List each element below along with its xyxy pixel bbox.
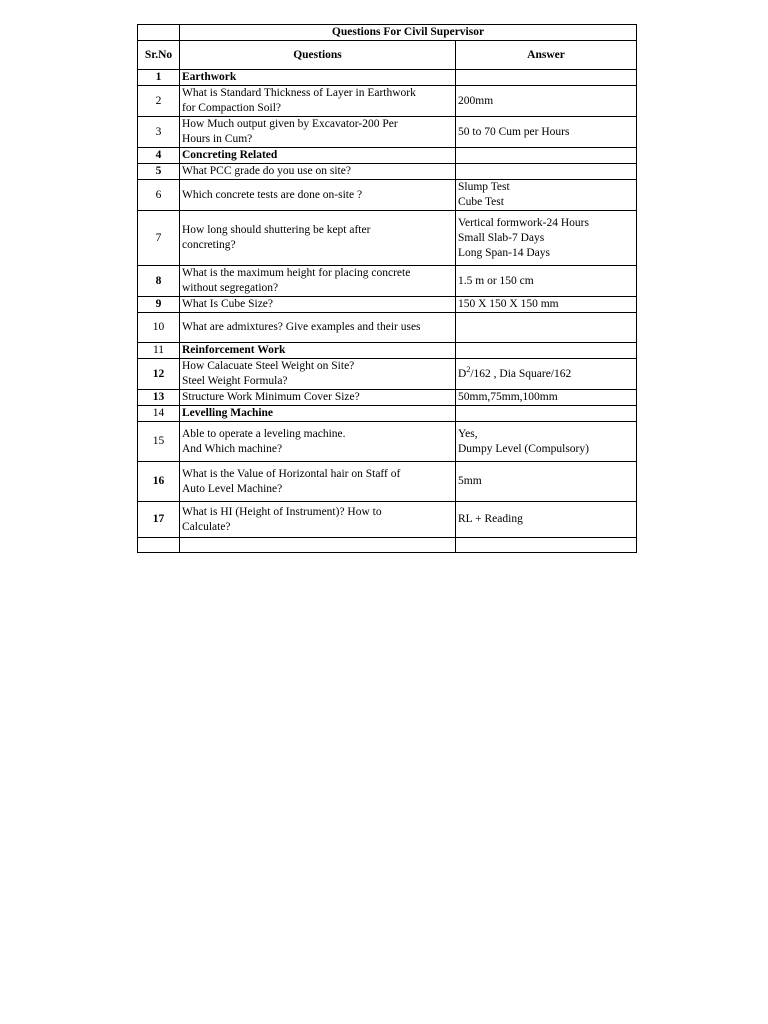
answer-cell: 200mm bbox=[456, 86, 637, 117]
row-number: 5 bbox=[138, 164, 180, 180]
row-number: 10 bbox=[138, 313, 180, 343]
header-answer: Answer bbox=[456, 41, 637, 70]
question-cell: How Calacuate Steel Weight on Site? Steel Weight Formula? bbox=[180, 359, 456, 390]
question-cell bbox=[180, 538, 456, 553]
question-cell: What is the maximum height for placing concrete without segregation? bbox=[180, 266, 456, 297]
header-row bbox=[138, 41, 637, 70]
table-row bbox=[138, 148, 637, 164]
table-row bbox=[138, 502, 637, 538]
row-number: 13 bbox=[138, 390, 180, 406]
answer-cell bbox=[456, 538, 637, 553]
answer-cell bbox=[456, 70, 637, 86]
table-row bbox=[138, 406, 637, 422]
answer-cell: 1.5 m or 150 cm bbox=[456, 266, 637, 297]
table-row bbox=[138, 390, 637, 406]
answer-cell: Vertical formwork-24 Hours Small Slab-7 Days Long Span-14 Days bbox=[456, 211, 637, 266]
row-number bbox=[138, 538, 180, 553]
row-number: 9 bbox=[138, 297, 180, 313]
table-row bbox=[138, 297, 637, 313]
answer-cell: 50mm,75mm,100mm bbox=[456, 390, 637, 406]
answer-cell: RL + Reading bbox=[456, 502, 637, 538]
section-heading: Levelling Machine bbox=[180, 406, 456, 422]
answer-cell: 50 to 70 Cum per Hours bbox=[456, 117, 637, 148]
title-row bbox=[138, 25, 637, 41]
row-number: 14 bbox=[138, 406, 180, 422]
answer-text: /162 , Dia Square/162 bbox=[470, 367, 572, 380]
question-cell: What are admixtures? Give examples and their uses bbox=[180, 313, 456, 343]
question-cell: What is Standard Thickness of Layer in Earthwork for Compaction Soil? bbox=[180, 86, 456, 117]
section-heading: Reinforcement Work bbox=[180, 343, 456, 359]
row-number: 12 bbox=[138, 359, 180, 390]
table-row bbox=[138, 462, 637, 502]
answer-cell bbox=[456, 343, 637, 359]
section-heading: Earthwork bbox=[180, 70, 456, 86]
row-number: 2 bbox=[138, 86, 180, 117]
row-number: 3 bbox=[138, 117, 180, 148]
section-heading: Concreting Related bbox=[180, 148, 456, 164]
answer-superscript: 2 bbox=[466, 364, 471, 374]
row-number: 4 bbox=[138, 148, 180, 164]
answer-cell bbox=[456, 313, 637, 343]
row-number: 16 bbox=[138, 462, 180, 502]
row-number: 7 bbox=[138, 211, 180, 266]
table-row bbox=[138, 266, 637, 297]
table-row bbox=[138, 70, 637, 86]
question-cell: What Is Cube Size? bbox=[180, 297, 456, 313]
table-row bbox=[138, 422, 637, 462]
answer-cell: 150 X 150 X 150 mm bbox=[456, 297, 637, 313]
answer-cell bbox=[456, 359, 637, 390]
question-cell: How long should shuttering be kept after concreting? bbox=[180, 211, 456, 266]
answer-cell: Yes, Dumpy Level (Compulsory) bbox=[456, 422, 637, 462]
table-row bbox=[138, 117, 637, 148]
answer-cell bbox=[456, 148, 637, 164]
table-row bbox=[138, 538, 637, 553]
answer-cell: Slump Test Cube Test bbox=[456, 180, 637, 211]
table-row bbox=[138, 164, 637, 180]
table-row bbox=[138, 86, 637, 117]
answer-cell bbox=[456, 406, 637, 422]
answer-cell: 5mm bbox=[456, 462, 637, 502]
row-number: 17 bbox=[138, 502, 180, 538]
table-row bbox=[138, 343, 637, 359]
header-sr-no: Sr.No bbox=[138, 41, 180, 70]
question-cell: What PCC grade do you use on site? bbox=[180, 164, 456, 180]
sheet-title: Questions For Civil Supervisor bbox=[180, 25, 637, 41]
question-cell: Which concrete tests are done on-site ? bbox=[180, 180, 456, 211]
row-number: 1 bbox=[138, 70, 180, 86]
row-number: 15 bbox=[138, 422, 180, 462]
title-blank-cell bbox=[138, 25, 180, 41]
row-number: 11 bbox=[138, 343, 180, 359]
table-row bbox=[138, 180, 637, 211]
answer-prefix: D bbox=[458, 367, 467, 380]
question-cell: Able to operate a leveling machine. And Which machine? bbox=[180, 422, 456, 462]
row-number: 8 bbox=[138, 266, 180, 297]
question-cell: How Much output given by Excavator-200 Per Hours in Cum? bbox=[180, 117, 456, 148]
question-cell: What is HI (Height of Instrument)? How to Calculate? bbox=[180, 502, 456, 538]
table-row bbox=[138, 313, 637, 343]
questions-table bbox=[137, 24, 637, 553]
question-cell: What is the Value of Horizontal hair on Staff of Auto Level Machine? bbox=[180, 462, 456, 502]
answer-cell bbox=[456, 164, 637, 180]
table-row bbox=[138, 359, 637, 390]
table-row bbox=[138, 211, 637, 266]
header-questions: Questions bbox=[180, 41, 456, 70]
question-cell: Structure Work Minimum Cover Size? bbox=[180, 390, 456, 406]
row-number: 6 bbox=[138, 180, 180, 211]
